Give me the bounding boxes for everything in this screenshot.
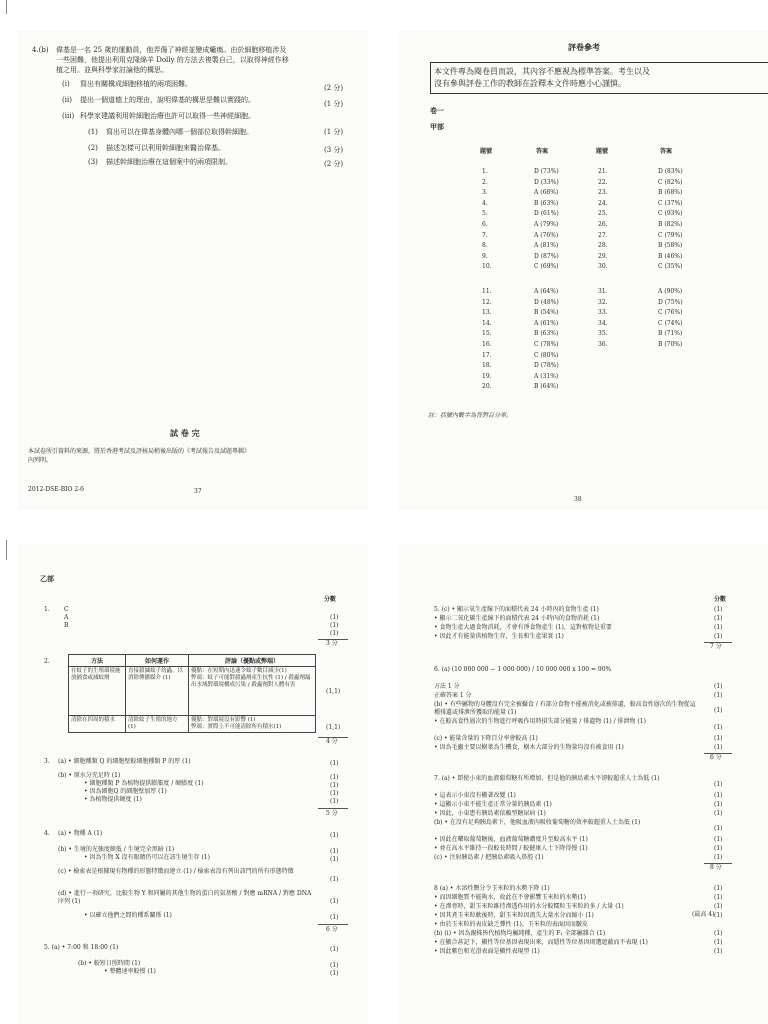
question-text-line: 植之用。並與科學家討論他的構思。 [56,66,168,74]
answer-line: (a) • 物種 A (1) [58,830,103,837]
table-cell: 清除在四周的積水 [69,716,126,733]
answer-value: D (78%) [534,362,559,370]
answer-line: • 在較高食性層次的生物進行呼吸作用時損失部分能量 / 排遺物 (1) / 排泄物 (1) [434,718,646,725]
answer-value: C (37%) [658,199,683,207]
answer-line: (b) • 在沒有足夠胰島素下，他吸血液內吸收葡萄糖的效率較超重人士為低 (1) [434,819,641,826]
answer-line: • 為植物提供硬度 (1) [84,796,142,803]
mark: (1) [714,836,723,843]
item-text: 描述幹細胞治療在這個案中的兩項限制。 [106,158,232,166]
answer-value: C (79%) [658,231,683,239]
question-number: 13. [482,309,492,317]
question-number: 3. [482,189,488,197]
answer-value: B (71%) [658,330,683,338]
question-number: 20. [482,383,492,391]
total-marks: 5 分 [326,810,338,817]
item-number: (2) [88,144,98,152]
question-number: 23. [598,189,608,197]
question-number: 6. [482,221,488,228]
total-marks: 3 分 [326,640,338,647]
question-number: 36. [598,341,608,348]
answer-line: • 因此在藥取葡萄糖後，血液葡萄糖濃度升至較高水平 (1) [434,836,588,843]
answer-value: B (82%) [658,221,683,228]
question-number: 12. [482,298,492,306]
item-marks: (2 分) [324,84,344,92]
answer-value: C (76%) [658,309,683,317]
total-marks: 4 分 [326,738,338,745]
answer-line: (b) • 有些屬物的身體沒有完全被攝食 / 有部分食物不能被消化或被排遺，較高食性層次的生物從這種排遺或排泄所獲取的能量 (1) [434,701,696,716]
answer-line: (c) • 注射胰島素 / 把胰島素吸入鼻腔 (1) [434,854,544,861]
mark: (1) [714,939,723,946]
answer-value: B (58%) [658,242,683,250]
item-text: 提出一個道德上的理由，說明偉基的構思是難以實踐的。 [80,96,255,104]
mark: (1) [714,781,723,788]
page-number: 38 [574,496,582,503]
answer-value: D (48%) [534,298,559,306]
answer-line: • 因為細胞Q 的細胞壁加厚 (1) [84,788,167,795]
mark: (1) [714,744,723,751]
mark: (1) [330,760,339,767]
question-number: 33. [598,309,608,317]
answer-line: (b) • 生境的光強度頗低 / 生境完全黑暗 (1) [58,846,175,853]
col-header-answer: 答案 [536,148,549,155]
answer-value: A (68%) [534,189,559,197]
answer-value: A (76%) [534,231,559,239]
answer-line: • 因為毛蟲主要以樹葉為生機食，樹木大部分的生物量均沒有被食用 (1) [434,744,624,751]
answer-line: • 因為生物 X 沒有眼睛仍可以在該生境生存 (1) [84,854,210,861]
mark: (1) [330,856,339,863]
answer-line: • 這表示小束沒有顯著改變 (1) [434,792,516,799]
answer-line: • 因其煮玉米粒軟後時，甜玉米粒因流失大量水分而縮小 (1) [434,912,594,919]
mc-answer: A [64,614,69,621]
mark: (1) [714,854,723,861]
answer-line: • 由於玉米粒的表皮缺乏彈性 (1)，玉米粒的表面因而皺皮 [434,921,588,928]
mark: (1) [714,624,723,631]
item-marks: (3 分) [324,146,344,154]
mark: (1) [330,832,339,839]
question-number: 24. [598,199,608,207]
answer-line: 5. (c) • 顯示氧生產線下的面積代表 24 小時內的食物生產 (1) [434,606,599,613]
item-marks: (2 分) [324,160,344,168]
answer-line: • 細胞種類 P 為植物提供膨脹度 / 硬膨度 (1) [84,780,204,787]
col-header-qno: 題號 [480,148,493,155]
total-rule [318,808,348,809]
page-37 [18,30,368,510]
total-marks: 6 分 [326,926,338,933]
mark: (1) [714,845,723,852]
answer-line: 6. (a) (10 000 000 − 1 000 000) / 10 000 000 x 100 = 90% [434,666,612,673]
mark: (1) [330,630,339,637]
mark: (1) [330,614,339,621]
question-number: 21. [598,168,608,175]
question-number: 32. [598,298,608,306]
mark: (1) [714,885,723,892]
mark: (1) [330,876,339,883]
item-text: 描述怎樣可以利用幹細胞來醫治偉基。 [106,144,225,152]
mark: (1) [714,810,723,817]
mark: (1) [330,782,339,789]
question-text-line: 偉基是一名 25 歲的運動員，他弄傷了神經並變成癱瘓。由於細胞移植涉及 [56,46,287,54]
mark: (1) [714,894,723,901]
table-header: 評論（優點或弊端） [189,655,316,667]
item-marks: (1 分) [324,128,344,136]
crop-mark [6,540,7,560]
mark: (1) [714,633,723,640]
answer-line: 8 (a) • 水溶性鹽分令玉米粒的水勢下降 (1) [434,885,550,892]
table-header: 方法 [69,655,126,667]
item-number: (3) [88,158,98,166]
mark: (1) [330,946,339,953]
answer-value: C (78%) [534,341,559,348]
answer-value: A (61%) [534,319,559,327]
q-number: 4. [44,830,50,837]
mark: (1) [714,948,723,955]
question-number: 29. [598,252,608,260]
question-number: 7. [482,231,488,239]
q-number: 3. [44,758,50,765]
question-number: 35. [598,330,608,338]
answer-value: B (70%) [658,341,683,348]
question-number: 1. [482,168,488,175]
question-number: 18. [482,362,492,370]
item-number: (iii) [62,112,75,120]
answer-value: B (46%) [658,252,683,260]
answer-value: C (35%) [658,263,683,271]
answer-value: C (82%) [658,178,683,186]
max-marks-note: (最高 4) [692,911,715,918]
answer-line: • 因此紫色和光滑表面是顯性表現型 (1) [434,948,540,955]
mc-answer: B [64,622,69,629]
answer-line: • 這顯示小束不能生產正常分量的胰島素 (1) [434,801,552,808]
question-number: 26. [598,221,608,228]
mark: (1) [714,606,723,613]
answer-line: (c) • 能量含量的下降百分率會較高 (1) [434,735,538,742]
answer-line: (a) • 細胞種類 Q 的細胞壁較細胞種類 P 的厚 (1) [58,758,191,765]
answer-value: B (63%) [534,199,559,207]
table-cell: 優點：在短期內迅速令蚊子數目減少(1) 弊端：蚊子可能對殺蟲劑產生抗性 (1) / 殺蟲劑漏出水域對環境構成污染 / 殺蟲劑對人體有害 [189,667,316,716]
answer-value: B (54%) [534,309,559,317]
mark: (1) [714,930,723,937]
question-number: 4.(b) [32,46,49,54]
score-header: 分數 [714,596,727,603]
mark: (1) [330,848,339,855]
section-label: 乙部 [40,574,54,583]
answer-note: 註：括號內數字為答對百分率。 [428,412,513,419]
item-text: 科學家建議利用幹細胞治療也許可以取得一些神經細胞。 [80,112,255,120]
answer-value: D (87%) [534,252,559,260]
total-marks: 8 分 [710,864,722,871]
mark: (1) [714,792,723,799]
mark: (1,1) [326,688,341,695]
question-number: 17. [482,351,492,359]
col-header-answer: 答案 [660,148,673,155]
mark: (1) [330,790,339,797]
table-cell: 清除蚊子生殖的地方 (1) [126,716,189,733]
source-note-line: 內列明。 [28,457,53,464]
mark: (1) [714,683,723,690]
item-text: 寫出有關構成細胞移植的兩項困難。 [80,80,192,88]
question-text-line: 一些困難，他提出利用克隆綿羊 Dolly 的方法去複製自己，以取得神經作移 [56,56,289,64]
page-40 [398,544,768,1024]
total-marks: 7 分 [710,643,722,650]
mark: (1) [714,912,723,919]
mark: (1) [714,903,723,910]
answer-value: B (64%) [534,383,559,391]
answer-value: C (74%) [658,319,683,327]
q2-method-table [68,654,316,733]
answer-value: B (68%) [658,189,683,197]
total-marks: 6 分 [710,754,722,761]
table-cell: 在蚊子的生殖環境施放捕食或減蚊劑 [69,667,126,716]
q-number: 2. [44,658,50,665]
end-of-paper-title: 試 卷 完 [170,428,200,438]
score-header: 分數 [324,596,337,603]
item-number: (ii) [62,96,72,104]
page-number: 37 [194,488,202,495]
paper-label: 卷一 [430,106,444,115]
mc-answer: C [64,606,69,613]
page-38 [398,30,768,510]
mark: (1) [714,801,723,808]
question-number: 30. [598,263,608,271]
answer-value: A (31%) [534,372,559,380]
mark: (1) [330,774,339,781]
answer-line: • 並在高水平維持一段較長時間 / 較健康人士下降得慢 (1) [434,845,588,852]
table-header: 如何運作 [126,655,189,667]
answer-value: A (64%) [534,288,559,295]
answer-line: 方法 1 分 [434,683,460,690]
question-number: 5. [482,210,488,218]
question-number: 19. [482,372,492,380]
disclaimer-box [430,62,768,94]
item-marks: (1 分) [324,100,344,108]
footer-code: 2012-DSE-BIO 2-6 [28,486,85,493]
mark: (1) [330,914,339,921]
answer-value: A (90%) [658,288,683,295]
answer-line: • 在滲脅時，甜玉米粒維持滲透作用的水分較糯粒玉米粒的多 / 大量 (1) [434,903,624,910]
mark: (1) [714,707,723,714]
mark: (1) [330,622,339,629]
question-number: 16. [482,341,492,348]
question-number: 4. [482,199,488,207]
answer-line: (c) • 檢索表是根據現有物種的形態特徵而建立 (1) / 檢索表沒有列出該門的所有形態特徵 [58,868,294,875]
item-text: 寫出可以在偉基身體內哪一個部位取得幹細胞。 [106,128,253,136]
question-number: 14. [482,319,492,327]
answer-line: 5. (a) • 7:00 和 18:00 (1) [44,944,119,951]
question-number: 15. [482,330,492,338]
q-number: 1. [44,606,50,613]
item-number: (i) [62,80,70,88]
answer-value: C (80%) [534,351,559,359]
answer-line: (b) (i) • 因為親株皆代植物均屬純種，產生的 F₁ 全部屬雜合 (1) [434,930,606,937]
item-number: (1) [88,128,98,136]
table-cell: 直接殺滅蚊子幼蟲，以消除傳播媒介 (1) [126,667,189,716]
answer-value: D (75%) [658,298,683,306]
mark: (1) [330,898,339,905]
answer-value: D (61%) [534,210,559,218]
source-note-line: 本試卷所引資料的來源，將於香港考試及評核局稍後出版的《考試報告及試題專輯》 [28,448,251,455]
answer-line: • 整體速率較慢 (1) [104,968,156,975]
table-cell: 優點：對環境沒有影響 (1) 弊端：實際上不可能清除所有積水(1) [189,716,316,733]
question-number: 31. [598,288,608,295]
mark: (1) [714,615,723,622]
answer-value: C (93%) [658,210,683,218]
answer-line: (b) • 原水分充足時 (1) [58,772,121,779]
answer-line: • 因此才有能量供植物生存，生長和生產果實 (1) [434,633,564,640]
question-number: 25. [598,210,608,218]
mark: (1) [330,970,339,977]
mark: (1) [330,962,339,969]
answer-line: • 因此，小束患有胰島素依賴型糖尿病 (1) [434,810,546,817]
answer-value: B (63%) [534,330,559,338]
answer-line: (d) • 進行一項研究，比較生物 Y 和同屬的其他生物的蛋白的氨基酸 / 對應 mRNA / 對應 DNA 序列 (1) [58,890,312,905]
question-number: 34. [598,319,608,327]
mark: (1) [330,798,339,805]
disclaimer-line: 沒有參與評卷工作的教師在詮釋本文件時應小心謹慎。 [434,79,626,88]
answer-value: D (73%) [534,168,559,175]
table-row [69,716,316,733]
answer-value: C (69%) [534,263,559,271]
answer-line: (b) • 較短日照時間 (1) [78,960,141,967]
answer-line: • 而因細胞質不能夠水，故此在不會影響玉米粒的水勢(1) [434,894,586,901]
question-number: 2. [482,178,488,186]
mark: (1) [714,724,723,731]
question-number: 9. [482,252,488,260]
answer-line: • 食物生產大過食物消耗，才會有淨食物產生 (1)，這對植物是重要 [434,624,612,631]
crop-mark [6,0,7,14]
question-number: 8. [482,242,488,250]
section-label: 甲部 [430,122,444,131]
question-number: 28. [598,242,608,250]
answer-line: • 顯示二氧化碳生產線下的面積代表 24 小時內的食物消耗 (1) [434,615,600,622]
mark: (1,1) [326,724,341,731]
table-row [69,667,316,716]
question-number: 10. [482,263,492,271]
answer-line: • 以確立他們之間的種系關係 (1) [84,912,172,919]
total-rule [318,924,348,925]
mark: (1) [714,735,723,742]
col-header-qno: 題號 [596,148,609,155]
answer-line: 7. (a) • 即使小束的血液葡萄糖有所增加，但是他的胰島素水平卻較超重人士為低 (1) [434,775,660,782]
mark: (1) [714,692,723,699]
mark: (1) [714,825,723,832]
disclaimer-line: 本文件專為閱卷員而設，其內容不應視為標準答案。考生以及 [434,67,650,76]
answer-line: • 在顯合甚記下，顯性等位基因表現出來，而隱性等位基因則遭遮蔽而不表現 (1) [434,939,648,946]
answer-value: A (81%) [534,242,559,250]
answer-value: D (33%) [534,178,559,186]
marking-scheme-title: 評卷參考 [568,42,600,52]
question-number: 27. [598,231,608,239]
question-number: 22. [598,178,608,186]
answer-value: D (83%) [658,168,683,175]
answer-value: A (79%) [534,221,559,228]
page-39 [18,544,368,1024]
answer-line: 正確答案 1 分 [434,692,472,699]
question-number: 11. [482,288,492,295]
